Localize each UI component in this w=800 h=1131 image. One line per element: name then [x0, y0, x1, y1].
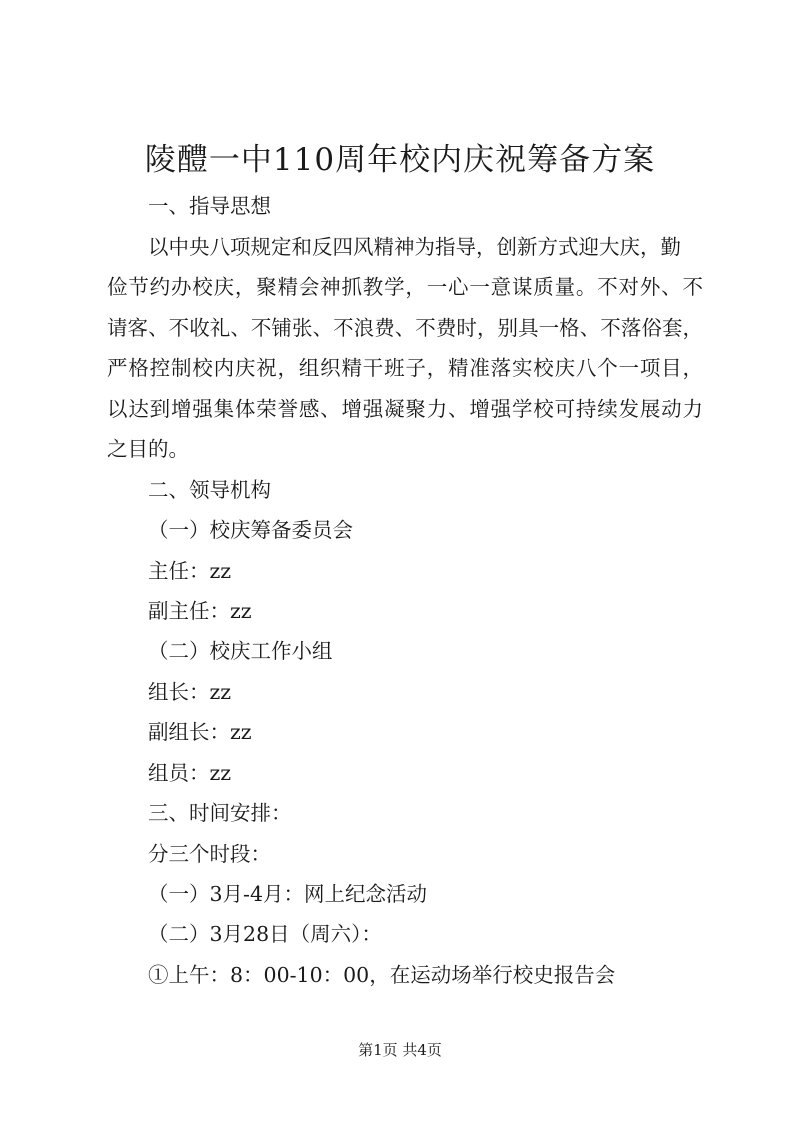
phase-one-line: （一）3月-4月：网上纪念活动: [148, 882, 428, 906]
page-footer: 第1页 共4页: [358, 1041, 442, 1059]
phases-intro-line: 分三个时段：: [148, 842, 271, 866]
paragraph-line: 请客、不收礼、不铺张、不浪费、不费时，别具一格、不落俗套，: [107, 316, 703, 340]
section-heading-guiding-ideology: 一、指导思想: [148, 194, 271, 218]
paragraph-line: 以达到增强集体荣誉感、增强凝聚力、增强学校可持续发展动力: [107, 397, 703, 421]
deputy-director-line: 副主任：zz: [148, 599, 252, 623]
paragraph-line: 俭节约办校庆，聚精会神抓教学，一心一意谋质量。不对外、不: [107, 275, 703, 299]
subsection-heading-working-group: （二）校庆工作小组: [148, 639, 333, 663]
section-heading-leadership: 二、领导机构: [148, 478, 271, 502]
section-heading-schedule: 三、时间安排：: [148, 801, 292, 825]
phase-two-line: （二）3月28日（周六）：: [148, 922, 382, 946]
subsection-heading-committee: （一）校庆筹备委员会: [148, 518, 353, 542]
paragraph-line: 之目的。: [107, 437, 189, 461]
director-line: 主任：zz: [148, 559, 232, 583]
group-leader-line: 组长：zz: [148, 680, 232, 704]
deputy-group-leader-line: 副组长：zz: [148, 720, 252, 744]
paragraph-line: 以中央八项规定和反四风精神为指导，创新方式迎大庆，勤: [148, 235, 681, 259]
paragraph-line: 严格控制校内庆祝，组织精干班子，精准落实校庆八个一项目，: [107, 356, 703, 380]
phase-two-item-line: ①上午：8：00-10：00，在运动场举行校史报告会: [148, 963, 616, 987]
document-title: 陵醴一中110周年校内庆祝筹备方案: [144, 142, 656, 178]
group-members-line: 组员：zz: [148, 761, 232, 785]
